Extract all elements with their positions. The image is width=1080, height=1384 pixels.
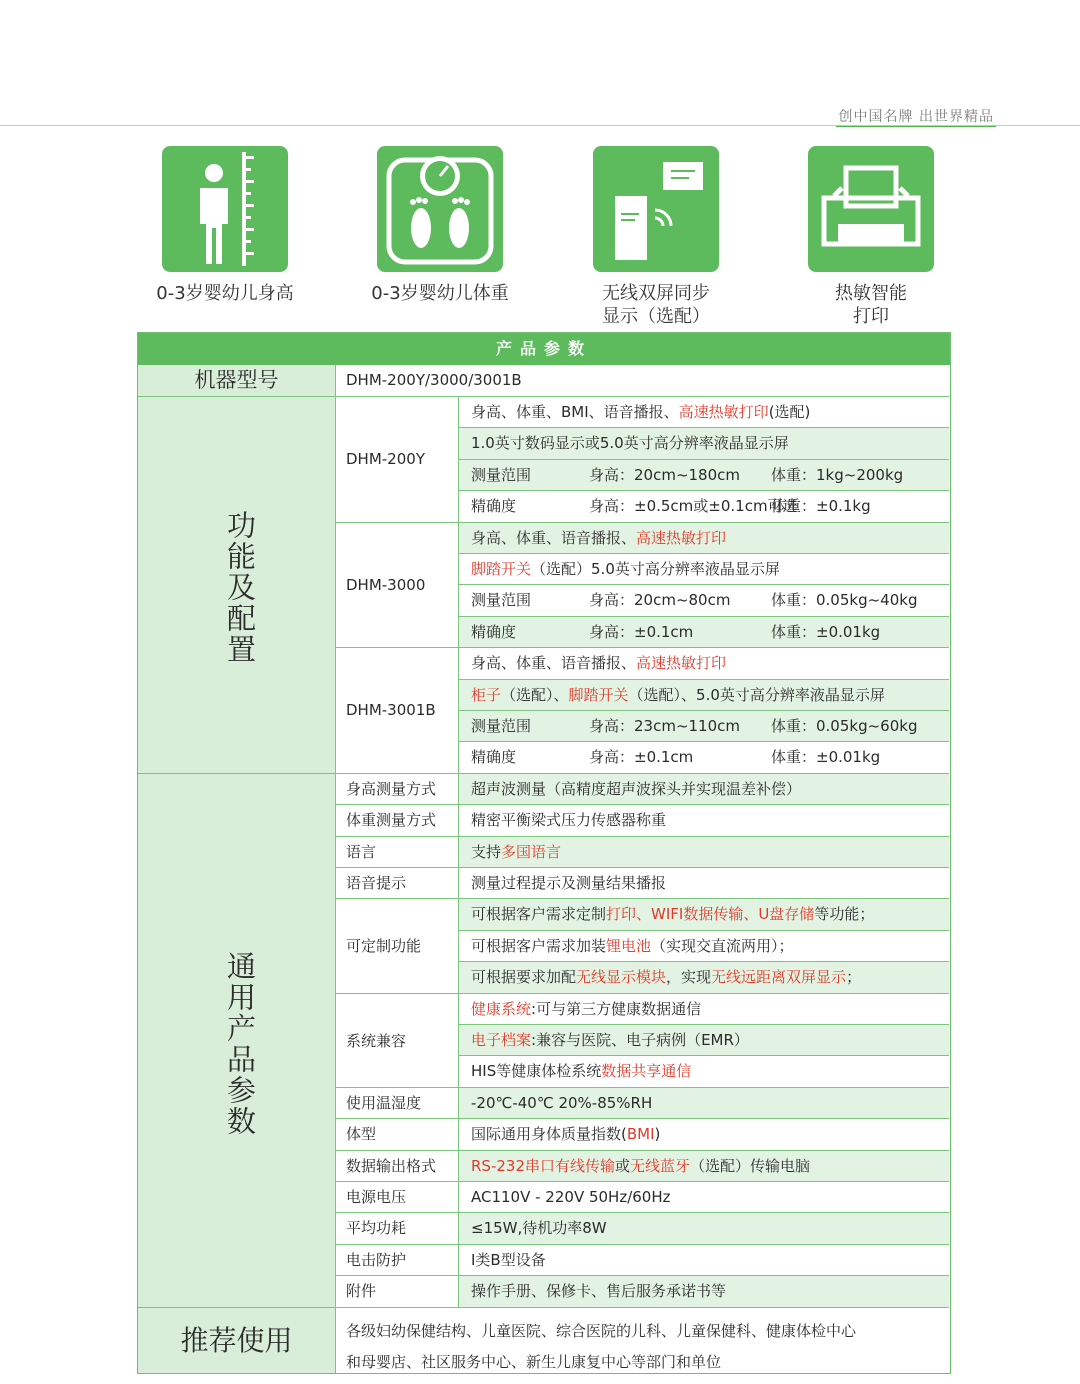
feature-label: 热敏智能 — [835, 283, 907, 304]
range-weight: 体重：0.05kg~60kg — [771, 717, 918, 735]
model-name: DHM-3001B — [335, 648, 458, 774]
text-segment: 1.0英寸数码显示或5.0英寸高分辨率液晶显示屏 — [471, 434, 789, 453]
feature-weight — [325, 146, 555, 305]
general-param-label: 体型 — [335, 1119, 458, 1150]
highlight-text: 健康系统 — [471, 999, 532, 1018]
range-label: 测量范围 — [471, 465, 532, 484]
general-param-label: 可定制功能 — [335, 899, 458, 993]
highlight-text: 高速热敏打印 — [636, 654, 727, 673]
text-segment: 身高、体重、语音播报、 — [471, 654, 637, 673]
accuracy-weight: 体重：±0.01kg — [771, 748, 881, 767]
text-segment: HIS等健康体检系统 — [471, 1062, 602, 1081]
text-segment: 可根据客户需求定制 — [471, 905, 607, 924]
general-param-value — [458, 1151, 949, 1182]
text-segment: （选配）传输电脑 — [690, 1156, 811, 1175]
scale-icon — [377, 146, 503, 272]
text-segment: I类B型设备 — [471, 1250, 546, 1269]
general-param-label: 电源电压 — [335, 1182, 458, 1213]
general-param-value — [458, 837, 949, 868]
general-param-value — [458, 994, 949, 1025]
recommend-line: 和母婴店、社区服务中心、新生儿康复中心等部门和单位 — [346, 1353, 722, 1371]
highlight-text: 打印、WIFI数据传输、U盘存储 — [606, 905, 815, 924]
text-segment: (选配) — [768, 403, 811, 421]
highlight-text: 脚踏开关 — [471, 560, 532, 578]
model-detail-line — [458, 397, 949, 428]
accuracy-label: 精确度 — [471, 622, 517, 641]
slogan: 创中国名牌 出世界精品 — [838, 109, 994, 125]
range-label: 测量范围 — [471, 717, 532, 735]
printer-icon — [808, 146, 934, 272]
text-segment: 测量过程提示及测量结果播报 — [471, 874, 667, 892]
range-label: 测量范围 — [471, 591, 532, 610]
feature-label: 0-3岁婴幼儿体重 — [371, 283, 509, 304]
table-header: 产品参数 — [138, 333, 950, 365]
range-height: 身高：20cm~180cm — [589, 465, 741, 484]
text-segment: 操作手册、保修卡、售后服务承诺书等 — [471, 1282, 727, 1301]
text-segment: 可根据客户需求加装 — [471, 936, 607, 955]
feature-height — [110, 146, 340, 305]
accuracy-height: 身高：±0.1cm — [589, 622, 694, 641]
accuracy-weight: 体重：±0.1kg — [771, 497, 871, 516]
general-param-value — [458, 1182, 949, 1213]
model-label: 机器型号 — [194, 368, 279, 392]
general-param-label: 语音提示 — [335, 868, 458, 899]
highlight-text: 电子档案 — [471, 1031, 532, 1049]
accuracy-height: 身高：±0.1cm — [589, 748, 694, 767]
range-height: 身高：20cm~80cm — [589, 591, 731, 610]
highlight-text: RS-232串口有线传输 — [471, 1156, 615, 1175]
slogan-underline — [836, 126, 996, 127]
text-segment: AC110V - 220V 50Hz/60Hz — [471, 1188, 671, 1206]
feature-label-2: 显示（选配） — [602, 306, 710, 327]
general-param-label: 体重测量方式 — [335, 805, 458, 836]
model-detail-line — [458, 617, 949, 648]
text-segment: 或 — [615, 1156, 631, 1175]
model-detail-line — [458, 554, 949, 585]
general-param-value — [458, 1245, 949, 1276]
highlight-text: 多国语言 — [501, 842, 562, 861]
general-param-label: 系统兼容 — [335, 994, 458, 1088]
child-height-icon — [162, 146, 288, 272]
general-param-label: 使用温湿度 — [335, 1088, 458, 1119]
spec-table — [137, 332, 951, 1374]
model-detail-line — [458, 680, 949, 711]
range-weight: 体重：1kg~200kg — [771, 465, 904, 484]
highlight-text: 无线蓝牙 — [630, 1156, 691, 1175]
recommend-label: 推荐使用 — [180, 1323, 293, 1357]
recommend-content — [335, 1308, 949, 1373]
function-group-label: 功能及配置 — [223, 510, 257, 666]
highlight-text: 高速热敏打印 — [678, 403, 769, 421]
text-segment: 可根据要求加配 — [471, 968, 577, 987]
text-segment: （实现交直流两用）； — [651, 936, 794, 955]
general-param-value — [458, 1119, 949, 1150]
recommend-group — [138, 1308, 335, 1373]
model-detail-line — [458, 428, 949, 459]
feature-wireless — [541, 146, 771, 328]
general-param-value — [458, 774, 949, 805]
general-param-value — [458, 962, 949, 993]
general-param-value — [458, 931, 949, 962]
model-value: DHM-200Y/3000/3001B — [335, 365, 949, 396]
general-param-value — [458, 1276, 949, 1307]
accuracy-height: 身高：±0.5cm或±0.1cm可选 — [589, 497, 798, 516]
text-segment: :可与第三方健康数据通信 — [531, 999, 702, 1018]
general-param-value — [458, 805, 949, 836]
range-weight: 体重：0.05kg~40kg — [771, 591, 918, 610]
highlight-text: 无线显示模块 — [576, 968, 667, 987]
model-detail-line — [458, 648, 949, 679]
model-row — [138, 365, 949, 397]
accuracy-label: 精确度 — [471, 748, 517, 767]
text-segment: 精密平衡梁式压力传感器称重 — [471, 811, 667, 830]
text-segment: ，实现 — [666, 968, 712, 987]
model-name: DHM-200Y — [335, 397, 458, 523]
text-segment: 国际通用身体质量指数( — [471, 1125, 627, 1144]
wireless-screen-icon — [593, 146, 719, 272]
text-segment: ； — [846, 968, 862, 987]
feature-label-2: 打印 — [853, 306, 889, 327]
text-segment: -20℃-40℃ 20%-85%RH — [471, 1093, 653, 1112]
model-detail-line — [458, 491, 949, 522]
highlight-text: 高速热敏打印 — [636, 528, 727, 547]
general-group-label: 通用产品参数 — [223, 950, 257, 1137]
general-param-value — [458, 1056, 949, 1087]
text-segment: :兼容与医院、电子病例（EMR） — [531, 1031, 749, 1049]
general-param-value — [458, 899, 949, 930]
general-param-label: 语言 — [335, 837, 458, 868]
general-param-label: 身高测量方式 — [335, 774, 458, 805]
text-segment: 等功能； — [814, 905, 875, 924]
model-detail-line — [458, 523, 949, 554]
highlight-text: 柜子 — [471, 685, 502, 704]
general-param-value — [458, 1213, 949, 1244]
general-param-label: 数据输出格式 — [335, 1151, 458, 1182]
general-param-label: 平均功耗 — [335, 1213, 458, 1244]
general-param-value — [458, 1088, 949, 1119]
range-height: 身高：23cm~110cm — [589, 717, 741, 735]
feature-printer — [756, 146, 986, 328]
accuracy-label: 精确度 — [471, 497, 517, 516]
general-group — [138, 774, 335, 1308]
highlight-text: 脚踏开关 — [568, 685, 629, 704]
accuracy-weight: 体重：±0.01kg — [771, 622, 881, 641]
model-detail-line — [458, 742, 949, 773]
text-segment: （选配）、 — [501, 685, 569, 704]
feature-label: 无线双屏同步 — [602, 283, 710, 304]
highlight-text: BMI — [626, 1125, 655, 1144]
text-segment: 身高、体重、BMI、语音播报、 — [471, 403, 679, 421]
text-segment: 超声波测量（高精度超声波探头并实现温差补偿） — [471, 779, 802, 798]
text-segment: （选配）5.0英寸高分辨率液晶显示屏 — [531, 560, 780, 578]
text-segment: （选配）、5.0英寸高分辨率液晶显示屏 — [628, 685, 885, 704]
highlight-text: 数据共享通信 — [601, 1062, 692, 1081]
model-detail-line — [458, 711, 949, 742]
text-segment: ) — [654, 1125, 661, 1144]
highlight-text: 无线远距离双屏显示 — [711, 968, 847, 987]
function-group — [138, 397, 335, 774]
text-segment: 支持 — [471, 842, 502, 861]
feature-label: 0-3岁婴幼儿身高 — [156, 283, 294, 304]
model-detail-line — [458, 585, 949, 616]
recommend-line: 各级妇幼保健结构、儿童医院、综合医院的儿科、儿童保健科、健康体检中心 — [346, 1321, 857, 1340]
highlight-text: 锂电池 — [606, 936, 652, 955]
text-segment: 身高、体重、语音播报、 — [471, 528, 637, 547]
model-name: DHM-3000 — [335, 523, 458, 649]
general-param-label: 附件 — [335, 1276, 458, 1307]
general-param-value — [458, 1025, 949, 1056]
model-detail-line — [458, 460, 949, 491]
general-param-label: 电击防护 — [335, 1245, 458, 1276]
general-param-value — [458, 868, 949, 899]
text-segment: ≤15W,待机功率8W — [471, 1219, 607, 1238]
